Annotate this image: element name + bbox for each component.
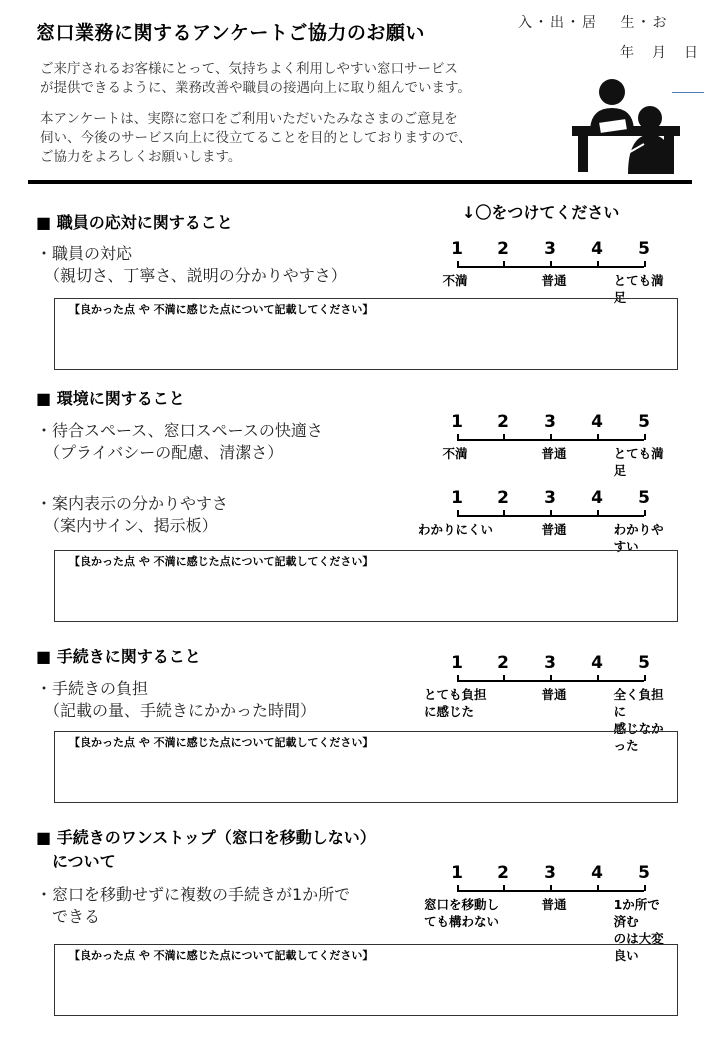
scale-tick xyxy=(644,885,646,891)
scale-option-3[interactable]: 3 xyxy=(544,412,556,432)
scale-option-1[interactable]: 1 xyxy=(451,863,463,883)
rating-scale-one-stop[interactable] xyxy=(410,863,700,963)
scale-option-2[interactable]: 2 xyxy=(497,412,509,432)
scale-tick xyxy=(457,261,459,267)
scale-tick xyxy=(597,434,599,440)
scale-option-3[interactable]: 3 xyxy=(544,653,556,673)
scale-tick xyxy=(503,675,505,681)
comment-box-caption: 【良かった点 や 不満に感じた点について記載してください】 xyxy=(69,555,374,568)
scale-tick xyxy=(457,510,459,516)
comment-box-caption: 【良かった点 や 不満に感じた点について記載してください】 xyxy=(69,736,374,749)
section-heading-environment: ■ 環境に関すること xyxy=(36,389,185,408)
scale-tick xyxy=(550,510,552,516)
question-procedure-burden: ・手続きの負担 （記載の量、手続きにかかった時間） xyxy=(36,679,317,720)
scale-label-low: 不満 xyxy=(442,273,468,288)
scale-label-mid: 普通 xyxy=(541,273,567,288)
scale-option-2[interactable]: 2 xyxy=(497,239,509,259)
scale-tick xyxy=(503,434,505,440)
counter-service-icon xyxy=(568,74,684,174)
rating-scale-procedure-burden[interactable] xyxy=(410,653,700,753)
comment-box-staff[interactable] xyxy=(54,298,678,370)
scale-option-1[interactable]: 1 xyxy=(451,653,463,673)
scale-option-5[interactable]: 5 xyxy=(638,412,650,432)
rating-scale-signage[interactable] xyxy=(410,488,700,558)
question-signage: ・案内表示の分かりやすさ （案内サイン、掲示板） xyxy=(36,494,229,535)
scale-option-4[interactable]: 4 xyxy=(591,239,603,259)
scale-tick xyxy=(597,885,599,891)
scale-label-mid: 普通 xyxy=(541,446,567,461)
scale-label-high: とても満足 xyxy=(613,273,664,305)
scale-label-high: 全く負担に 感じなかった xyxy=(613,687,664,753)
scale-option-5[interactable]: 5 xyxy=(638,488,650,508)
scale-label-low: 不満 xyxy=(442,446,468,461)
scale-option-3[interactable]: 3 xyxy=(544,863,556,883)
scale-option-1[interactable]: 1 xyxy=(451,239,463,259)
comment-box-environment[interactable] xyxy=(54,550,678,622)
scale-tick xyxy=(597,261,599,267)
scale-tick xyxy=(503,261,505,267)
scale-option-3[interactable]: 3 xyxy=(544,488,556,508)
comment-box-caption: 【良かった点 や 不満に感じた点について記載してください】 xyxy=(69,303,374,316)
scale-option-1[interactable]: 1 xyxy=(451,412,463,432)
scale-label-low: とても負担 に感じた xyxy=(424,687,487,719)
scale-tick xyxy=(503,885,505,891)
scale-label-low: わかりにくい xyxy=(418,522,494,537)
scale-label-mid: 普通 xyxy=(541,522,567,537)
scale-tick xyxy=(550,885,552,891)
scale-tick xyxy=(644,675,646,681)
scale-option-2[interactable]: 2 xyxy=(497,863,509,883)
scale-label-mid: 普通 xyxy=(541,897,567,912)
scale-label-high: 1か所で済む のは大変良い xyxy=(613,897,664,963)
scale-tick xyxy=(503,510,505,516)
scale-label-high: とても満足 xyxy=(613,446,664,478)
rating-instruction: ↓〇をつけてください xyxy=(462,203,620,222)
scale-option-5[interactable]: 5 xyxy=(638,239,650,259)
section-heading-staff: ■ 職員の応対に関すること xyxy=(36,213,233,232)
scale-option-4[interactable]: 4 xyxy=(591,863,603,883)
scale-tick xyxy=(644,510,646,516)
scale-tick xyxy=(644,261,646,267)
question-waiting-space: ・待合スペース、窓口スペースの快適さ （プライバシーの配慮、清潔さ） xyxy=(36,421,323,462)
comment-box-procedure[interactable] xyxy=(54,731,678,803)
intro-paragraph-1: ご来庁されるお客様にとって、気持ちよく利用しやすい窓口サービス が提供できるように、業務改善や職員の接遇向上に取り組んでいます。 xyxy=(40,61,471,96)
scale-tick xyxy=(597,510,599,516)
scale-label-mid: 普通 xyxy=(541,687,567,702)
header-divider xyxy=(28,180,692,184)
question-staff-response: ・職員の対応 （親切さ、丁寧さ、説明の分かりやすさ） xyxy=(36,244,347,285)
scale-option-2[interactable]: 2 xyxy=(497,488,509,508)
page-title: 窓口業務に関するアンケートご協力のお願い xyxy=(36,22,425,44)
scale-option-4[interactable]: 4 xyxy=(591,653,603,673)
scale-tick xyxy=(457,434,459,440)
scale-option-4[interactable]: 4 xyxy=(591,488,603,508)
scale-tick xyxy=(597,675,599,681)
reception-category-field: 入・出・居 生・お xyxy=(518,15,669,31)
rating-scale-waiting-space[interactable] xyxy=(410,412,700,482)
scale-tick xyxy=(457,885,459,891)
scale-option-5[interactable]: 5 xyxy=(638,863,650,883)
intro-paragraph-2: 本アンケートは、実際に窓口をご利用いただいたみなさまのご意見を 伺い、今後のサービス向上に役立てることを目的としておりますので、 ご協力をよろしくお願いします。 xyxy=(40,111,472,165)
scale-tick xyxy=(644,434,646,440)
section-heading-one-stop: ■ 手続きのワンストップ（窓口を移動しない） について xyxy=(36,828,376,871)
comment-box-caption: 【良かった点 や 不満に感じた点について記載してください】 xyxy=(69,949,374,962)
scale-tick xyxy=(550,434,552,440)
date-field: 年 月 日 xyxy=(620,45,700,61)
scale-option-3[interactable]: 3 xyxy=(544,239,556,259)
scale-option-1[interactable]: 1 xyxy=(451,488,463,508)
section-heading-procedure: ■ 手続きに関すること xyxy=(36,647,201,666)
scale-tick xyxy=(457,675,459,681)
scale-tick xyxy=(550,675,552,681)
scale-label-low: 窓口を移動し ても構わない xyxy=(424,897,500,929)
scale-label-high: わかりやすい xyxy=(613,522,664,554)
question-one-stop: ・窓口を移動せずに複数の手続きが1か所で できる xyxy=(36,885,351,926)
comment-box-one-stop[interactable] xyxy=(54,944,678,1016)
scale-option-5[interactable]: 5 xyxy=(638,653,650,673)
scale-option-2[interactable]: 2 xyxy=(497,653,509,673)
scale-tick xyxy=(550,261,552,267)
scale-option-4[interactable]: 4 xyxy=(591,412,603,432)
